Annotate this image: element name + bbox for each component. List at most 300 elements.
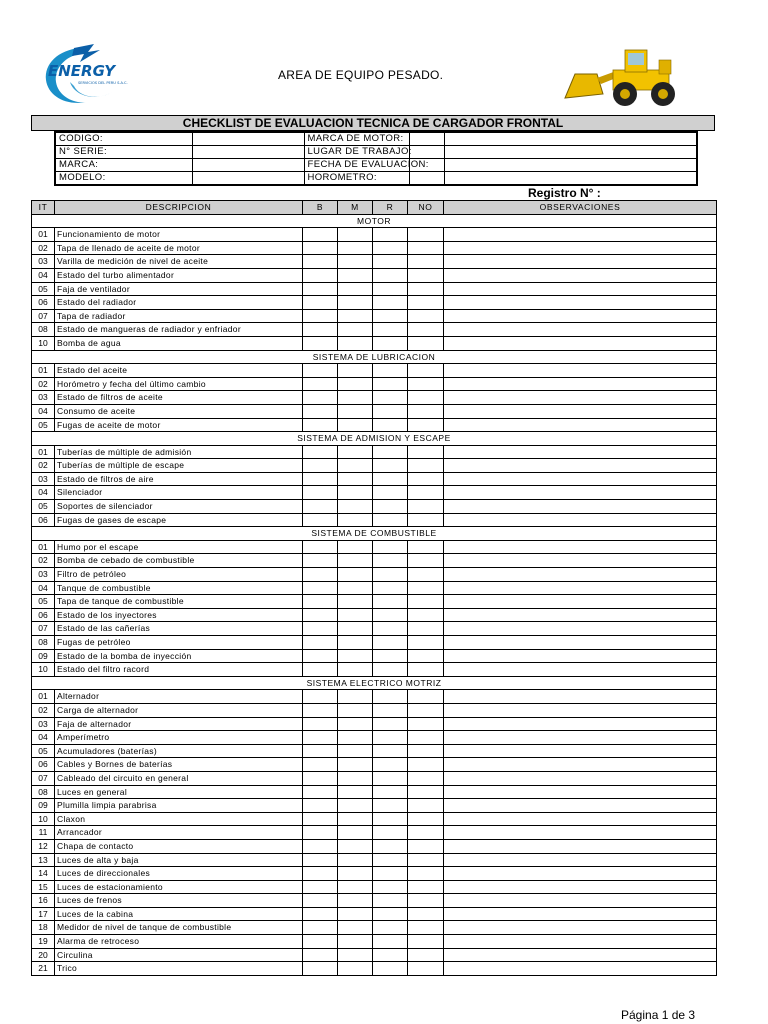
observaciones-cell[interactable] [444,418,717,432]
rating-cell-m[interactable] [338,962,373,976]
observaciones-cell[interactable] [444,622,717,636]
rating-cell-b[interactable] [303,268,338,282]
observaciones-cell[interactable] [444,853,717,867]
rating-cell-b[interactable] [303,323,338,337]
observaciones-cell[interactable] [444,717,717,731]
rating-cell-b[interactable] [303,907,338,921]
rating-cell-b[interactable] [303,282,338,296]
rating-cell-m[interactable] [338,948,373,962]
table-row [32,500,717,514]
rating-cell-no[interactable] [408,622,444,636]
table-row [32,962,717,976]
observaciones-cell[interactable] [444,636,717,650]
rating-cell-r[interactable] [373,282,408,296]
info-value-field[interactable] [192,146,304,159]
rating-cell-m[interactable] [338,418,373,432]
rating-cell-no[interactable] [408,690,444,704]
rating-cell-no[interactable] [408,962,444,976]
rating-cell-no[interactable] [408,540,444,554]
rating-cell-m[interactable] [338,867,373,881]
observaciones-cell[interactable] [444,867,717,881]
rating-cell-no[interactable] [408,880,444,894]
observaciones-cell[interactable] [444,649,717,663]
observaciones-cell[interactable] [444,826,717,840]
rating-cell-r[interactable] [373,839,408,853]
rating-cell-r[interactable] [373,445,408,459]
rating-cell-b[interactable] [303,839,338,853]
rating-cell-no[interactable] [408,894,444,908]
rating-cell-no[interactable] [408,404,444,418]
rating-cell-r[interactable] [373,921,408,935]
rating-cell-r[interactable] [373,948,408,962]
rating-cell-b[interactable] [303,812,338,826]
rating-cell-no[interactable] [408,799,444,813]
info-value-field[interactable] [192,172,304,186]
rating-cell-r[interactable] [373,935,408,949]
rating-cell-no[interactable] [408,255,444,269]
rating-cell-m[interactable] [338,595,373,609]
observaciones-cell[interactable] [444,500,717,514]
rating-cell-no[interactable] [408,826,444,840]
rating-cell-b[interactable] [303,391,338,405]
rating-cell-r[interactable] [373,255,408,269]
observaciones-cell[interactable] [444,459,717,473]
observaciones-cell[interactable] [444,663,717,677]
rating-cell-no[interactable] [408,731,444,745]
rating-cell-no[interactable] [408,907,444,921]
rating-cell-m[interactable] [338,921,373,935]
rating-cell-b[interactable] [303,241,338,255]
rating-cell-b[interactable] [303,649,338,663]
rating-cell-b[interactable] [303,608,338,622]
rating-cell-no[interactable] [408,717,444,731]
item-number: 06 [32,758,55,772]
rating-cell-m[interactable] [338,486,373,500]
rating-cell-r[interactable] [373,622,408,636]
rating-cell-no[interactable] [408,513,444,527]
rating-cell-b[interactable] [303,459,338,473]
item-number: 08 [32,636,55,650]
rating-cell-b[interactable] [303,962,338,976]
item-number: 03 [32,717,55,731]
rating-cell-b[interactable] [303,364,338,378]
rating-cell-b[interactable] [303,636,338,650]
observaciones-cell[interactable] [444,799,717,813]
rating-cell-m[interactable] [338,636,373,650]
rating-cell-m[interactable] [338,391,373,405]
item-description: Estado del radiador [55,296,303,310]
rating-cell-b[interactable] [303,799,338,813]
rating-cell-no[interactable] [408,744,444,758]
rating-cell-m[interactable] [338,703,373,717]
rating-cell-r[interactable] [373,758,408,772]
rating-cell-r[interactable] [373,323,408,337]
rating-cell-r[interactable] [373,799,408,813]
rating-cell-b[interactable] [303,568,338,582]
observaciones-cell[interactable] [444,568,717,582]
rating-cell-no[interactable] [408,323,444,337]
observaciones-cell[interactable] [444,472,717,486]
rating-cell-r[interactable] [373,853,408,867]
item-number: 14 [32,867,55,881]
rating-cell-b[interactable] [303,894,338,908]
rating-cell-m[interactable] [338,255,373,269]
observaciones-cell[interactable] [444,731,717,745]
rating-cell-b[interactable] [303,622,338,636]
rating-cell-r[interactable] [373,459,408,473]
rating-cell-r[interactable] [373,228,408,242]
observaciones-cell[interactable] [444,894,717,908]
rating-cell-b[interactable] [303,948,338,962]
rating-cell-m[interactable] [338,799,373,813]
rating-cell-r[interactable] [373,867,408,881]
rating-cell-m[interactable] [338,935,373,949]
rating-cell-b[interactable] [303,921,338,935]
rating-cell-b[interactable] [303,880,338,894]
rating-cell-b[interactable] [303,935,338,949]
rating-cell-r[interactable] [373,296,408,310]
observaciones-cell[interactable] [444,880,717,894]
rating-cell-m[interactable] [338,649,373,663]
rating-cell-m[interactable] [338,744,373,758]
observaciones-cell[interactable] [444,391,717,405]
item-description: Tapa de tanque de combustible [55,595,303,609]
rating-cell-r[interactable] [373,554,408,568]
rating-cell-m[interactable] [338,771,373,785]
rating-cell-no[interactable] [408,608,444,622]
rating-cell-m[interactable] [338,717,373,731]
rating-cell-no[interactable] [408,758,444,772]
info-value-field[interactable] [192,159,304,172]
rating-cell-r[interactable] [373,595,408,609]
rating-cell-m[interactable] [338,282,373,296]
rating-cell-b[interactable] [303,228,338,242]
rating-cell-no[interactable] [408,309,444,323]
info-value-field[interactable] [409,146,444,159]
section-row [32,350,717,364]
rating-cell-m[interactable] [338,622,373,636]
observaciones-cell[interactable] [444,785,717,799]
rating-cell-r[interactable] [373,513,408,527]
rating-cell-m[interactable] [338,228,373,242]
rating-cell-b[interactable] [303,581,338,595]
rating-cell-no[interactable] [408,921,444,935]
rating-cell-m[interactable] [338,445,373,459]
rating-cell-r[interactable] [373,880,408,894]
observaciones-cell[interactable] [444,962,717,976]
rating-cell-r[interactable] [373,568,408,582]
observaciones-cell[interactable] [444,812,717,826]
observaciones-cell[interactable] [444,744,717,758]
observaciones-cell[interactable] [444,255,717,269]
rating-cell-r[interactable] [373,663,408,677]
info-value-field[interactable] [444,132,697,146]
rating-cell-no[interactable] [408,364,444,378]
rating-cell-no[interactable] [408,459,444,473]
observaciones-cell[interactable] [444,581,717,595]
info-value-field[interactable] [444,159,697,172]
observaciones-cell[interactable] [444,486,717,500]
info-value-field[interactable] [444,146,697,159]
rating-cell-m[interactable] [338,826,373,840]
rating-cell-b[interactable] [303,255,338,269]
rating-cell-r[interactable] [373,309,408,323]
rating-cell-m[interactable] [338,894,373,908]
rating-cell-m[interactable] [338,336,373,350]
item-description: Alarma de retroceso [55,935,303,949]
rating-cell-r[interactable] [373,364,408,378]
rating-cell-b[interactable] [303,731,338,745]
rating-cell-r[interactable] [373,336,408,350]
observaciones-cell[interactable] [444,935,717,949]
observaciones-cell[interactable] [444,323,717,337]
rating-cell-r[interactable] [373,703,408,717]
rating-cell-b[interactable] [303,377,338,391]
rating-cell-b[interactable] [303,418,338,432]
section-row [32,527,717,541]
item-number: 16 [32,894,55,908]
rating-cell-m[interactable] [338,309,373,323]
item-description: Carga de alternador [55,703,303,717]
rating-cell-r[interactable] [373,771,408,785]
item-number: 03 [32,391,55,405]
observaciones-cell[interactable] [444,554,717,568]
rating-cell-no[interactable] [408,391,444,405]
rating-cell-no[interactable] [408,853,444,867]
rating-cell-r[interactable] [373,717,408,731]
rating-cell-m[interactable] [338,608,373,622]
observaciones-cell[interactable] [444,758,717,772]
rating-cell-r[interactable] [373,744,408,758]
rating-cell-m[interactable] [338,377,373,391]
rating-cell-r[interactable] [373,540,408,554]
rating-cell-b[interactable] [303,771,338,785]
rating-cell-m[interactable] [338,364,373,378]
rating-cell-r[interactable] [373,907,408,921]
rating-cell-b[interactable] [303,785,338,799]
rating-cell-r[interactable] [373,649,408,663]
rating-cell-m[interactable] [338,500,373,514]
rating-cell-no[interactable] [408,500,444,514]
rating-cell-b[interactable] [303,703,338,717]
rating-cell-b[interactable] [303,540,338,554]
rating-cell-r[interactable] [373,500,408,514]
rating-cell-r[interactable] [373,636,408,650]
rating-cell-m[interactable] [338,554,373,568]
observaciones-cell[interactable] [444,241,717,255]
rating-cell-m[interactable] [338,663,373,677]
rating-cell-r[interactable] [373,731,408,745]
rating-cell-no[interactable] [408,377,444,391]
rating-cell-b[interactable] [303,690,338,704]
observaciones-cell[interactable] [444,608,717,622]
observaciones-cell[interactable] [444,540,717,554]
rating-cell-no[interactable] [408,336,444,350]
rating-cell-no[interactable] [408,812,444,826]
rating-cell-b[interactable] [303,853,338,867]
observaciones-cell[interactable] [444,513,717,527]
rating-cell-r[interactable] [373,418,408,432]
rating-cell-no[interactable] [408,935,444,949]
rating-cell-m[interactable] [338,812,373,826]
rating-cell-r[interactable] [373,826,408,840]
observaciones-cell[interactable] [444,228,717,242]
observaciones-cell[interactable] [444,404,717,418]
rating-cell-r[interactable] [373,962,408,976]
observaciones-cell[interactable] [444,921,717,935]
rating-cell-r[interactable] [373,377,408,391]
rating-cell-no[interactable] [408,636,444,650]
rating-cell-no[interactable] [408,867,444,881]
item-description: Tuberías de múltiple de admisión [55,445,303,459]
rating-cell-no[interactable] [408,663,444,677]
rating-cell-no[interactable] [408,771,444,785]
rating-cell-m[interactable] [338,296,373,310]
item-number: 15 [32,880,55,894]
rating-cell-no[interactable] [408,649,444,663]
table-row [32,636,717,650]
rating-cell-b[interactable] [303,867,338,881]
rating-cell-b[interactable] [303,486,338,500]
rating-cell-m[interactable] [338,404,373,418]
rating-cell-no[interactable] [408,296,444,310]
info-value-field[interactable] [192,132,304,146]
rating-cell-no[interactable] [408,282,444,296]
observaciones-cell[interactable] [444,445,717,459]
rating-cell-m[interactable] [338,731,373,745]
rating-cell-m[interactable] [338,241,373,255]
table-row [32,459,717,473]
rating-cell-no[interactable] [408,703,444,717]
table-row [32,948,717,962]
item-description: Amperímetro [55,731,303,745]
observaciones-cell[interactable] [444,336,717,350]
observaciones-cell[interactable] [444,771,717,785]
observaciones-cell[interactable] [444,309,717,323]
observaciones-cell[interactable] [444,839,717,853]
info-row [55,132,697,146]
rating-cell-b[interactable] [303,513,338,527]
rating-cell-m[interactable] [338,472,373,486]
rating-cell-m[interactable] [338,839,373,853]
observaciones-cell[interactable] [444,296,717,310]
observaciones-cell[interactable] [444,907,717,921]
rating-cell-b[interactable] [303,744,338,758]
info-value-field[interactable] [409,132,444,146]
rating-cell-no[interactable] [408,948,444,962]
rating-cell-m[interactable] [338,758,373,772]
observaciones-cell[interactable] [444,282,717,296]
observaciones-cell[interactable] [444,690,717,704]
rating-cell-no[interactable] [408,581,444,595]
rating-cell-r[interactable] [373,472,408,486]
rating-cell-no[interactable] [408,554,444,568]
rating-cell-b[interactable] [303,472,338,486]
rating-cell-b[interactable] [303,445,338,459]
rating-cell-no[interactable] [408,228,444,242]
rating-cell-b[interactable] [303,826,338,840]
rating-cell-r[interactable] [373,812,408,826]
observaciones-cell[interactable] [444,948,717,962]
rating-cell-b[interactable] [303,500,338,514]
item-description: Estado de filtros de aceite [55,391,303,405]
rating-cell-no[interactable] [408,268,444,282]
rating-cell-b[interactable] [303,758,338,772]
rating-cell-m[interactable] [338,853,373,867]
table-row [32,663,717,677]
observaciones-cell[interactable] [444,703,717,717]
item-description: Tuberías de múltiple de escape [55,459,303,473]
rating-cell-no[interactable] [408,785,444,799]
item-description: Humo por el escape [55,540,303,554]
item-number: 01 [32,364,55,378]
rating-cell-m[interactable] [338,907,373,921]
item-number: 11 [32,826,55,840]
rating-cell-m[interactable] [338,268,373,282]
page-number: Página 1 de 3 [621,1008,696,1022]
rating-cell-m[interactable] [338,785,373,799]
rating-cell-b[interactable] [303,663,338,677]
rating-cell-r[interactable] [373,785,408,799]
rating-cell-no[interactable] [408,418,444,432]
rating-cell-m[interactable] [338,459,373,473]
rating-cell-r[interactable] [373,404,408,418]
table-row [32,241,717,255]
table-row [32,785,717,799]
table-row [32,717,717,731]
rating-cell-b[interactable] [303,554,338,568]
rating-cell-r[interactable] [373,581,408,595]
rating-cell-b[interactable] [303,717,338,731]
rating-cell-b[interactable] [303,595,338,609]
rating-cell-m[interactable] [338,568,373,582]
rating-cell-m[interactable] [338,581,373,595]
observaciones-cell[interactable] [444,377,717,391]
rating-cell-no[interactable] [408,568,444,582]
rating-cell-b[interactable] [303,309,338,323]
observaciones-cell[interactable] [444,268,717,282]
item-description: Estado de filtros de aire [55,472,303,486]
rating-cell-m[interactable] [338,540,373,554]
rating-cell-no[interactable] [408,595,444,609]
rating-cell-no[interactable] [408,445,444,459]
rating-cell-m[interactable] [338,880,373,894]
rating-cell-no[interactable] [408,839,444,853]
rating-cell-m[interactable] [338,690,373,704]
rating-cell-no[interactable] [408,472,444,486]
rating-cell-b[interactable] [303,336,338,350]
rating-cell-b[interactable] [303,404,338,418]
info-value-field[interactable] [444,172,697,186]
rating-cell-r[interactable] [373,690,408,704]
rating-cell-r[interactable] [373,241,408,255]
rating-cell-r[interactable] [373,486,408,500]
rating-cell-m[interactable] [338,513,373,527]
rating-cell-b[interactable] [303,296,338,310]
rating-cell-m[interactable] [338,323,373,337]
rating-cell-r[interactable] [373,894,408,908]
rating-cell-no[interactable] [408,486,444,500]
rating-cell-no[interactable] [408,241,444,255]
observaciones-cell[interactable] [444,364,717,378]
item-number: 06 [32,513,55,527]
info-value-field[interactable] [409,172,444,186]
observaciones-cell[interactable] [444,595,717,609]
rating-cell-r[interactable] [373,391,408,405]
table-row [32,690,717,704]
rating-cell-r[interactable] [373,608,408,622]
rating-cell-r[interactable] [373,268,408,282]
